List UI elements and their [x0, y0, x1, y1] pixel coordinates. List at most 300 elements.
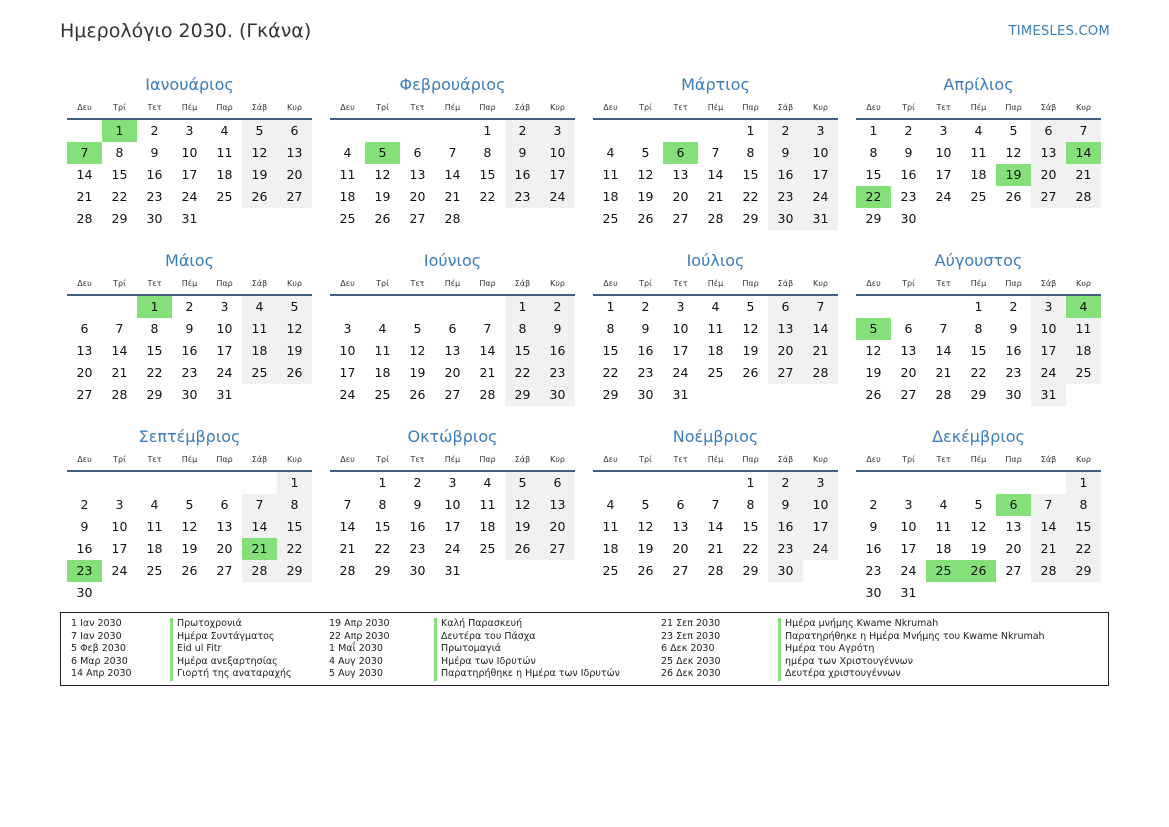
month-name: Φεβρουάριος: [399, 75, 506, 94]
weekday-label: Σάβ: [251, 103, 268, 112]
holiday-day-cell: 5: [365, 142, 400, 164]
holiday-name: Ημέρα Συντάγματος: [170, 631, 292, 644]
weekday-label: Κυρ: [287, 279, 302, 288]
month-name: Ιούλιος: [686, 251, 745, 270]
day-cell: 14: [1031, 516, 1066, 538]
day-cell: 19: [277, 340, 312, 362]
holiday-names-column: [170, 618, 292, 681]
day-cell: 12: [637, 167, 654, 182]
day-cell: 26: [505, 538, 540, 560]
day-cell: 27: [768, 362, 803, 384]
day-cell: 8: [746, 145, 755, 160]
weekday-label: Παρ: [742, 279, 759, 288]
holiday-date: 25 Δεκ 2030: [661, 655, 721, 667]
weekday-label: Τρί: [376, 455, 389, 464]
day-cell: 3: [676, 299, 685, 314]
day-cell: 17: [540, 164, 575, 186]
day-cell: 13: [672, 167, 689, 182]
day-cell: 19: [505, 516, 540, 538]
holiday-name: Παρατηρήθηκε η Ημέρα των Ιδρυτών: [434, 668, 620, 681]
weekday-label: Πέμ: [181, 279, 198, 288]
weekday-label: Κυρ: [813, 103, 828, 112]
empty-cell: [926, 296, 961, 318]
day-cell: 14: [803, 318, 838, 340]
day-cell: 9: [768, 494, 803, 516]
weekday-header: [593, 450, 838, 472]
day-cell: 28: [1031, 560, 1066, 582]
weekday-label: Πέμ: [181, 455, 198, 464]
day-grid: [330, 296, 575, 406]
day-cell: 18: [339, 189, 356, 204]
day-cell: 9: [540, 318, 575, 340]
holiday-date: 6 Δεκ 2030: [661, 643, 715, 654]
day-cell: 17: [672, 343, 689, 358]
weekday-label: Δευ: [77, 103, 92, 112]
day-cell: 17: [111, 541, 128, 556]
day-cell: 8: [869, 145, 878, 160]
day-cell: 15: [1066, 516, 1101, 538]
month-name: Δεκέμβριος: [932, 427, 1025, 446]
holiday-day-cell: 25: [926, 560, 961, 582]
empty-cell: [365, 120, 400, 142]
day-cell: 6: [540, 472, 575, 494]
holiday-name: Παρατηρήθηκε η Ημέρα Μνήμης του Kwame Nkrumah: [778, 631, 1045, 644]
day-cell: 25: [970, 189, 987, 204]
weekday-label: Τρί: [113, 455, 126, 464]
empty-cell: [67, 296, 102, 318]
month-calendar: [330, 74, 575, 250]
day-cell: 30: [409, 563, 426, 578]
day-cell: 31: [900, 585, 917, 600]
day-cell: 26: [742, 365, 759, 380]
day-cell: 20: [768, 340, 803, 362]
day-cell: 7: [939, 321, 948, 336]
weekday-header: [330, 98, 575, 120]
holiday-name: Δευτέρα του Πάσχα: [434, 631, 620, 644]
day-cell: 14: [479, 343, 496, 358]
day-cell: 6: [277, 120, 312, 142]
weekday-label: Τετ: [936, 279, 951, 288]
empty-cell: [628, 120, 663, 142]
month-calendar: [856, 74, 1101, 250]
day-cell: 15: [742, 519, 759, 534]
day-cell: 22: [146, 365, 163, 380]
day-grid: [67, 296, 312, 406]
day-cell: 9: [80, 519, 89, 534]
month-calendar: [593, 426, 838, 602]
day-cell: 14: [707, 167, 724, 182]
day-cell: 13: [768, 318, 803, 340]
holiday-date: 26 Δεκ 2030: [661, 668, 721, 679]
day-cell: 25: [339, 211, 356, 226]
weekday-label: Τρί: [113, 103, 126, 112]
holiday-day-cell: 26: [961, 560, 996, 582]
weekday-label: Τετ: [936, 103, 951, 112]
day-cell: 29: [374, 563, 391, 578]
empty-cell: [172, 472, 207, 494]
day-cell: 29: [865, 211, 882, 226]
holiday-name: Πρωτομαγιά: [434, 643, 620, 656]
day-cell: 27: [1031, 186, 1066, 208]
day-cell: 27: [540, 538, 575, 560]
empty-cell: [435, 120, 470, 142]
weekday-label: Πέμ: [970, 455, 987, 464]
day-cell: 14: [111, 343, 128, 358]
day-cell: 9: [150, 145, 159, 160]
day-cell: 15: [865, 167, 882, 182]
holiday-day-cell: 7: [67, 142, 102, 164]
day-cell: 18: [1066, 340, 1101, 362]
day-cell: 13: [540, 494, 575, 516]
day-cell: 18: [216, 167, 233, 182]
weekday-header: [330, 450, 575, 472]
month-name: Αύγουστος: [934, 251, 1023, 270]
day-grid: [856, 472, 1101, 604]
day-cell: 30: [768, 208, 803, 230]
weekday-label: Πέμ: [707, 279, 724, 288]
day-cell: 4: [974, 123, 983, 138]
month-calendar: [856, 426, 1101, 602]
weekday-label: Τετ: [147, 455, 162, 464]
day-cell: 9: [869, 519, 878, 534]
day-cell: 4: [711, 299, 720, 314]
day-cell: 25: [216, 189, 233, 204]
day-cell: 6: [676, 497, 685, 512]
holiday-name: Ημέρα των Ιδρυτών: [434, 656, 620, 669]
day-cell: 7: [115, 321, 124, 336]
day-cell: 23: [1005, 365, 1022, 380]
month-name: Ιανουάριος: [145, 75, 234, 94]
day-cell: 8: [1066, 494, 1101, 516]
day-cell: 31: [444, 563, 461, 578]
empty-cell: [207, 472, 242, 494]
holiday-day-cell: 5: [856, 318, 891, 340]
day-cell: 15: [602, 343, 619, 358]
day-cell: 1: [974, 299, 983, 314]
day-cell: 7: [711, 145, 720, 160]
day-cell: 16: [768, 164, 803, 186]
day-cell: 6: [413, 145, 422, 160]
day-cell: 7: [803, 296, 838, 318]
day-cell: 14: [707, 519, 724, 534]
day-cell: 29: [602, 387, 619, 402]
day-cell: 2: [869, 497, 878, 512]
day-cell: 31: [672, 387, 689, 402]
day-cell: 2: [641, 299, 650, 314]
weekday-label: Τετ: [673, 279, 688, 288]
day-cell: 5: [641, 497, 650, 512]
day-cell: 21: [1031, 538, 1066, 560]
weekday-label: Δευ: [340, 103, 355, 112]
day-cell: 1: [378, 475, 387, 490]
day-cell: 11: [146, 519, 163, 534]
holiday-dates-column: [661, 618, 721, 681]
weekday-label: Δευ: [77, 279, 92, 288]
day-cell: 5: [242, 120, 277, 142]
holiday-name: Eid ul Fitr: [170, 643, 292, 656]
day-cell: 9: [904, 145, 913, 160]
day-cell: 22: [374, 541, 391, 556]
day-cell: 18: [242, 340, 277, 362]
day-cell: 2: [185, 299, 194, 314]
holiday-name: Ημέρα ανεξαρτησίας: [170, 656, 292, 669]
day-cell: 23: [146, 189, 163, 204]
day-cell: 22: [742, 189, 759, 204]
day-cell: 16: [865, 541, 882, 556]
day-cell: 4: [220, 123, 229, 138]
day-cell: 12: [242, 142, 277, 164]
weekday-label: Δευ: [866, 279, 881, 288]
day-cell: 5: [413, 321, 422, 336]
day-cell: 7: [1066, 120, 1101, 142]
day-cell: 17: [900, 541, 917, 556]
day-cell: 20: [1031, 164, 1066, 186]
day-cell: 1: [746, 475, 755, 490]
day-cell: 19: [637, 541, 654, 556]
empty-cell: [330, 120, 365, 142]
empty-cell: [242, 472, 277, 494]
day-cell: 30: [181, 387, 198, 402]
day-cell: 10: [111, 519, 128, 534]
day-cell: 28: [1066, 186, 1101, 208]
weekday-label: Κυρ: [813, 455, 828, 464]
weekday-label: Δευ: [866, 103, 881, 112]
day-cell: 20: [76, 365, 93, 380]
day-cell: 3: [1031, 296, 1066, 318]
holiday-date: 14 Απρ 2030: [71, 668, 132, 679]
day-cell: 12: [637, 519, 654, 534]
weekday-label: Παρ: [216, 279, 233, 288]
empty-cell: [891, 472, 926, 494]
empty-cell: [891, 296, 926, 318]
empty-cell: [67, 472, 102, 494]
day-cell: 12: [409, 343, 426, 358]
day-cell: 16: [409, 519, 426, 534]
day-cell: 22: [111, 189, 128, 204]
day-cell: 30: [76, 585, 93, 600]
day-cell: 19: [181, 541, 198, 556]
day-cell: 18: [146, 541, 163, 556]
day-cell: 7: [483, 321, 492, 336]
day-cell: 28: [339, 563, 356, 578]
day-cell: 21: [76, 189, 93, 204]
day-cell: 20: [216, 541, 233, 556]
day-cell: 13: [900, 343, 917, 358]
day-cell: 22: [602, 365, 619, 380]
day-cell: 30: [146, 211, 163, 226]
holiday-date: 5 Αυγ 2030: [329, 668, 383, 679]
day-cell: 21: [479, 365, 496, 380]
day-cell: 3: [904, 497, 913, 512]
day-cell: 8: [277, 494, 312, 516]
weekday-label: Κυρ: [1076, 455, 1091, 464]
day-cell: 4: [939, 497, 948, 512]
day-cell: 4: [378, 321, 387, 336]
day-cell: 7: [242, 494, 277, 516]
day-cell: 23: [768, 538, 803, 560]
day-cell: 27: [216, 563, 233, 578]
day-cell: 30: [540, 384, 575, 406]
empty-cell: [628, 472, 663, 494]
day-cell: 15: [505, 340, 540, 362]
day-cell: 26: [181, 563, 198, 578]
weekday-label: Σάβ: [1040, 279, 1057, 288]
month-calendar: [67, 250, 312, 426]
day-cell: 20: [672, 541, 689, 556]
day-cell: 15: [742, 167, 759, 182]
holiday-dates-column: [329, 618, 390, 681]
weekday-label: Πέμ: [181, 103, 198, 112]
day-cell: 8: [974, 321, 983, 336]
day-cell: 28: [444, 211, 461, 226]
day-cell: 17: [339, 365, 356, 380]
day-cell: 2: [768, 472, 803, 494]
holiday-date: 1 Ιαν 2030: [71, 618, 122, 629]
day-grid: [593, 296, 838, 406]
day-cell: 17: [1031, 340, 1066, 362]
weekday-header: [593, 274, 838, 296]
day-cell: 6: [768, 296, 803, 318]
day-cell: 24: [803, 538, 838, 560]
day-cell: 5: [641, 145, 650, 160]
day-cell: 30: [637, 387, 654, 402]
weekday-label: Τετ: [410, 455, 425, 464]
day-cell: 25: [242, 362, 277, 384]
holiday-name: Ημέρα μνήμης Kwame Nkrumah: [778, 618, 1045, 631]
day-cell: 3: [343, 321, 352, 336]
empty-cell: [593, 472, 628, 494]
holiday-dates-column: [71, 618, 132, 681]
day-cell: 20: [672, 189, 689, 204]
day-cell: 28: [111, 387, 128, 402]
day-cell: 20: [409, 189, 426, 204]
day-grid: [67, 120, 312, 230]
day-cell: 24: [216, 365, 233, 380]
holiday-date: 6 Μαρ 2030: [71, 655, 128, 667]
holiday-name: Γιορτή της αναταραχής: [170, 668, 292, 681]
day-cell: 28: [479, 387, 496, 402]
weekday-label: Κυρ: [550, 279, 565, 288]
day-cell: 5: [1009, 123, 1018, 138]
weekday-label: Κυρ: [1076, 279, 1091, 288]
day-cell: 7: [1031, 494, 1066, 516]
brand-link[interactable]: TIMESLES.COM: [1008, 24, 1110, 39]
day-cell: 16: [900, 167, 917, 182]
holiday-date: 23 Σεπ 2030: [661, 630, 721, 642]
day-cell: 29: [505, 384, 540, 406]
day-cell: 2: [768, 120, 803, 142]
day-cell: 28: [242, 560, 277, 582]
day-cell: 6: [80, 321, 89, 336]
day-cell: 19: [970, 541, 987, 556]
weekday-label: Κυρ: [287, 103, 302, 112]
empty-cell: [856, 296, 891, 318]
weekday-label: Τρί: [639, 103, 652, 112]
day-cell: 9: [185, 321, 194, 336]
day-cell: 27: [277, 186, 312, 208]
day-cell: 12: [865, 343, 882, 358]
month-name: Οκτώβριος: [407, 427, 498, 446]
day-cell: 21: [1066, 164, 1101, 186]
day-cell: 27: [900, 387, 917, 402]
weekday-label: Παρ: [216, 455, 233, 464]
weekday-label: Σάβ: [251, 455, 268, 464]
day-cell: 20: [277, 164, 312, 186]
day-cell: 2: [540, 296, 575, 318]
holiday-name: Καλή Παρασκευή: [434, 618, 620, 631]
empty-cell: [961, 472, 996, 494]
weekday-label: Πέμ: [444, 279, 461, 288]
day-cell: 14: [444, 167, 461, 182]
weekday-label: Τρί: [113, 279, 126, 288]
weekday-label: Δευ: [340, 279, 355, 288]
month-name: Σεπτέμβριος: [138, 427, 241, 446]
day-cell: 6: [1031, 120, 1066, 142]
day-cell: 16: [505, 164, 540, 186]
empty-cell: [698, 120, 733, 142]
day-cell: 10: [339, 343, 356, 358]
day-cell: 14: [935, 343, 952, 358]
day-cell: 18: [602, 541, 619, 556]
day-cell: 13: [277, 142, 312, 164]
weekday-label: Τετ: [673, 103, 688, 112]
day-cell: 17: [935, 167, 952, 182]
weekday-label: Τετ: [936, 455, 951, 464]
day-cell: 31: [181, 211, 198, 226]
day-cell: 27: [672, 211, 689, 226]
day-cell: 15: [111, 167, 128, 182]
day-cell: 25: [146, 563, 163, 578]
day-cell: 26: [865, 387, 882, 402]
weekday-label: Σάβ: [514, 279, 531, 288]
holiday-day-cell: 6: [663, 142, 698, 164]
weekday-label: Τετ: [410, 103, 425, 112]
holiday-day-cell: 19: [996, 164, 1031, 186]
weekday-label: Κυρ: [1076, 103, 1091, 112]
day-cell: 26: [277, 362, 312, 384]
day-cell: 22: [1066, 538, 1101, 560]
day-cell: 13: [1031, 142, 1066, 164]
day-cell: 6: [904, 321, 913, 336]
day-cell: 31: [1031, 384, 1066, 406]
day-cell: 29: [1066, 560, 1101, 582]
day-cell: 24: [803, 186, 838, 208]
day-cell: 23: [637, 365, 654, 380]
day-cell: 20: [444, 365, 461, 380]
empty-cell: [435, 296, 470, 318]
day-cell: 1: [505, 296, 540, 318]
day-cell: 10: [1031, 318, 1066, 340]
weekday-label: Παρ: [742, 103, 759, 112]
day-cell: 30: [768, 560, 803, 582]
empty-cell: [102, 296, 137, 318]
day-cell: 14: [76, 167, 93, 182]
day-cell: 25: [602, 563, 619, 578]
weekday-label: Κυρ: [550, 103, 565, 112]
day-cell: 22: [479, 189, 496, 204]
weekday-header: [856, 274, 1101, 296]
weekday-label: Πέμ: [970, 103, 987, 112]
day-cell: 19: [742, 343, 759, 358]
day-cell: 3: [185, 123, 194, 138]
day-cell: 11: [707, 321, 724, 336]
weekday-label: Σάβ: [777, 279, 794, 288]
weekday-label: Σάβ: [777, 103, 794, 112]
day-cell: 24: [935, 189, 952, 204]
day-cell: 18: [602, 189, 619, 204]
day-cell: 3: [803, 120, 838, 142]
day-cell: 2: [1009, 299, 1018, 314]
